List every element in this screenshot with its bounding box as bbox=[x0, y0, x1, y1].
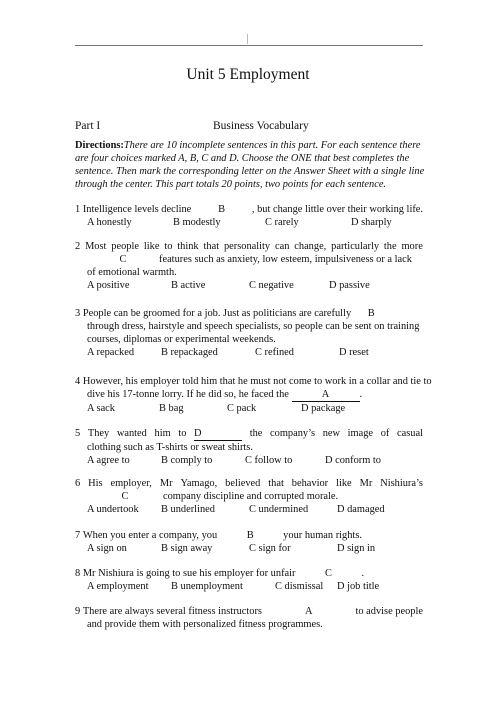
directions-line: are four choices marked A, B, C and D. Choose the ONE that best completes the bbox=[75, 153, 410, 164]
option-b: B active bbox=[171, 280, 206, 291]
option-c: C refined bbox=[255, 347, 294, 358]
page-title: Unit 5 Employment bbox=[186, 66, 310, 83]
option-d: D sign in bbox=[337, 543, 376, 554]
directions-label: Directions: bbox=[75, 140, 124, 151]
option-b: B unemployment bbox=[171, 581, 243, 592]
option-a: A honestly bbox=[87, 217, 132, 228]
question-stem: 4 However, his employer told him that he must not come to work in a collar and tie to bbox=[75, 376, 432, 387]
option-a: A undertook bbox=[87, 504, 139, 515]
question-stem: of emotional warmth. bbox=[87, 267, 177, 278]
option-d: D damaged bbox=[337, 504, 385, 515]
directions bbox=[75, 139, 423, 191]
option-a: A repacked bbox=[87, 347, 135, 358]
option-a: A sign on bbox=[87, 543, 127, 554]
question-stem: 3 People can be groomed for a job. Just as politicians are carefully B bbox=[75, 307, 423, 320]
question-5 bbox=[75, 427, 423, 467]
option-d: D passive bbox=[329, 280, 370, 291]
option-d: D job title bbox=[337, 581, 380, 592]
option-a: A positive bbox=[87, 280, 130, 291]
question-stem: 6 His employer, Mr Yamago, believed that behavior like Mr Nishiura’s bbox=[75, 478, 423, 489]
question-stem: 2 Most people like to think that personality can change, particularly the more bbox=[75, 241, 423, 252]
answer-blank: C bbox=[121, 491, 129, 502]
option-c: C rarely bbox=[265, 217, 299, 228]
header-rule bbox=[75, 45, 423, 46]
options-row bbox=[75, 346, 423, 359]
option-d: D conform to bbox=[325, 455, 381, 466]
directions-line: sentence. Then mark the corresponding letter on the Answer Sheet with a single line bbox=[75, 166, 425, 177]
question-4 bbox=[75, 375, 432, 415]
question-stem: 9 There are always several fitness instructors A to advise people bbox=[75, 606, 423, 617]
option-a: A sack bbox=[87, 403, 115, 414]
question-stem: 1 Intelligence levels decline B , but change little over their working life. bbox=[75, 204, 423, 215]
option-b: B repackaged bbox=[161, 347, 218, 358]
answer-blank: D bbox=[194, 427, 242, 441]
directions-line: through the center. This part totals 20 points, two points for each sentence. bbox=[75, 179, 387, 190]
question-stem: dive his 17-tonne lorry. If he did so, he faced the A . bbox=[87, 389, 363, 400]
option-a: A employment bbox=[87, 581, 149, 592]
answer-blank: B bbox=[218, 204, 226, 215]
options-row bbox=[75, 503, 423, 516]
question-stem: 5 They wanted him to D the company’s new image of casual bbox=[75, 428, 423, 439]
directions-line: Directions:There are 10 incomplete sentences in this part. For each sentence there bbox=[75, 140, 421, 151]
part-label: Part I bbox=[75, 120, 101, 132]
question-stem: 7 When you enter a company, you B your human rights. bbox=[75, 530, 362, 541]
option-a: A agree to bbox=[87, 455, 130, 466]
options-row bbox=[75, 402, 423, 415]
question-stem: clothing such as T-shirts or sweat shirts. bbox=[87, 442, 253, 453]
question-7 bbox=[75, 529, 423, 555]
options-row bbox=[75, 542, 423, 555]
question-stem: and provide them with personalized fitness programmes. bbox=[87, 619, 323, 630]
option-c: C follow to bbox=[245, 455, 293, 466]
option-b: B comply to bbox=[161, 455, 213, 466]
option-d: D reset bbox=[339, 347, 369, 358]
answer-blank: A bbox=[292, 388, 360, 402]
question-3 bbox=[75, 307, 423, 359]
header-mark bbox=[247, 34, 248, 44]
option-c: C negative bbox=[249, 280, 294, 291]
options-row bbox=[75, 580, 423, 593]
answer-blank: C bbox=[119, 254, 127, 265]
answer-blank: B bbox=[367, 308, 375, 319]
question-stem: courses, diplomas or experimental weekends. bbox=[87, 334, 276, 345]
option-b: B modestly bbox=[173, 217, 221, 228]
option-c: C dismissal bbox=[275, 581, 324, 592]
answer-blank: A bbox=[304, 606, 313, 617]
answer-blank: B bbox=[246, 530, 254, 541]
option-b: B bag bbox=[159, 403, 184, 414]
question-stem: through dress, hairstyle and speech specialists, so people can be sent on training bbox=[87, 321, 420, 332]
option-b: B underlined bbox=[161, 504, 215, 515]
question-2 bbox=[75, 240, 423, 292]
options-row bbox=[75, 279, 423, 292]
question-stem: C company discipline and corrupted morale. bbox=[75, 490, 423, 503]
question-8 bbox=[75, 567, 423, 593]
question-9 bbox=[75, 605, 423, 631]
question-6 bbox=[75, 477, 423, 516]
option-c: C pack bbox=[227, 403, 257, 414]
options-row bbox=[75, 454, 423, 467]
option-c: C sign for bbox=[249, 543, 291, 554]
options-row bbox=[75, 216, 423, 229]
question-stem: 8 Mr Nishiura is going to sue his employer for unfair C . bbox=[75, 568, 365, 579]
part-title: Business Vocabulary bbox=[213, 120, 309, 132]
question-1 bbox=[75, 203, 423, 229]
option-d: D sharply bbox=[351, 217, 392, 228]
option-c: C undermined bbox=[249, 504, 309, 515]
answer-blank: C bbox=[325, 568, 332, 579]
question-stem: C features such as anxiety, low esteem, impulsiveness or a lack bbox=[75, 253, 423, 266]
option-b: B sign away bbox=[161, 543, 213, 554]
option-d: D package bbox=[301, 403, 346, 414]
